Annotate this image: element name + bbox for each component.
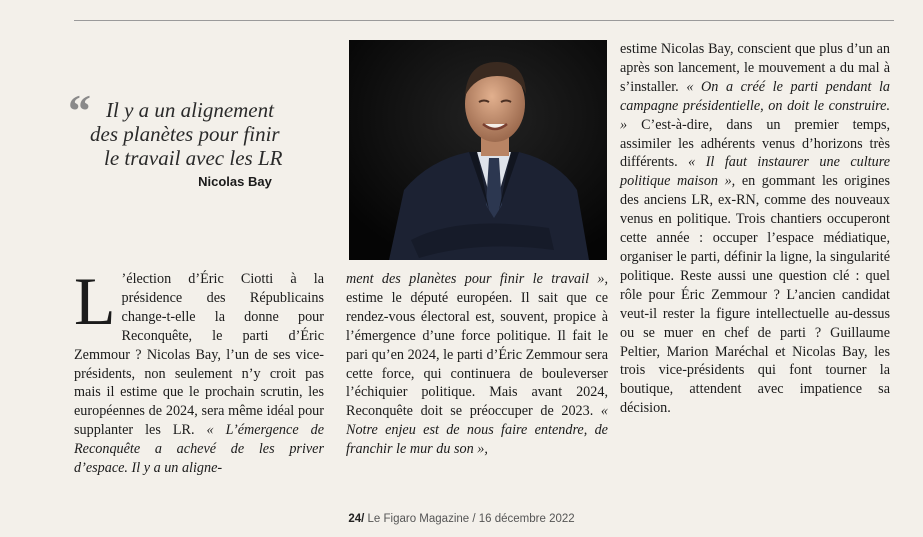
page-number: 24/: [348, 513, 365, 525]
article-column-3: [620, 40, 890, 418]
portrait-illustration: [349, 40, 607, 260]
article-text: estime le député européen. Il sait que ce rendez-vous électoral est, souvent, propice à l’émergence d’une force politique. Il fait le pari qu’en 2024, le parti d’Éric Zemmour sera cette force, qui continuera de bouleverser l’échiquier politique. Mais avant 2024, Reconquête doit se préoccuper de 2023.: [346, 289, 608, 420]
quote-mark-icon: “: [68, 85, 91, 136]
article-quote: « On a créé le parti pendant la campagne présidentielle, on doit le construire. »: [620, 78, 891, 133]
page-footer: [0, 513, 923, 525]
footer-publication: Le Figaro Magazine / 16 décembre 2022: [367, 513, 575, 525]
article-quote: « Notre enjeu est de nous faire entendre, de franchir le mur du son »,: [346, 403, 609, 458]
article-quote: « L’émergence de Reconquête a achevé de les priver d’espace. Il y a un aligne-: [74, 422, 324, 477]
top-rule: [74, 20, 894, 21]
article-text: estime Nicolas Bay, conscient que plus d’un an après son lancement, le mouvement a du mal à s’installer.: [620, 41, 890, 95]
article-text: en gommant les origines des anciens LR, ex-RN, comme des nouveaux venus en politique. Trois chantiers occuperont cette année : occuper l’espace médiatique, organiser le parti, définir la ligne, la singularité politique. Reste aussi une question clé : quel rôle pour Éric Zemmour ? L’ancien candidat veut-il rester la figure intellectuelle au-dessus ou se muer en chef de parti ? Guillaume Peltier, Marion Maréchal et Nicolas Bay, les trois vice-présidents qui font tourner la boutique, attendent avec impatience sa décision.: [620, 173, 890, 417]
article-quote: ment des planètes pour finir le travail »,: [346, 271, 608, 287]
pull-quote-text: [60, 98, 350, 170]
drop-cap: L: [74, 263, 116, 339]
article-column-1: [74, 263, 324, 478]
pull-quote-author: Nicolas Bay: [198, 174, 272, 189]
pull-quote-line-2: des planètes pour finir: [90, 122, 280, 146]
pull-quote-line-3: le travail avec les LR: [104, 146, 283, 170]
article-text: ’élection d’Éric Ciotti à la présidence des Républicains change-t-elle la donne pour Reconquête, le parti d’Éric Zemmour ? Nicolas Bay, l’un de ses vice-présidents, non seulement n’y croit pas mais il estime que le prochain scrutin, les européennes de 2024, sera même idéal pour supplanter les LR.: [74, 271, 324, 439]
pull-quote: [60, 85, 350, 189]
pull-quote-line-1: Il y a un alignement: [106, 98, 274, 122]
portrait-photo: [349, 40, 607, 260]
article-column-2: [346, 270, 608, 459]
article-text: C’est-à-dire, dans un premier temps, assimiler les adhérents venus d’horizons très différents.: [620, 116, 891, 171]
article-quote: « Il faut instaurer une culture politique maison »,: [620, 154, 890, 190]
